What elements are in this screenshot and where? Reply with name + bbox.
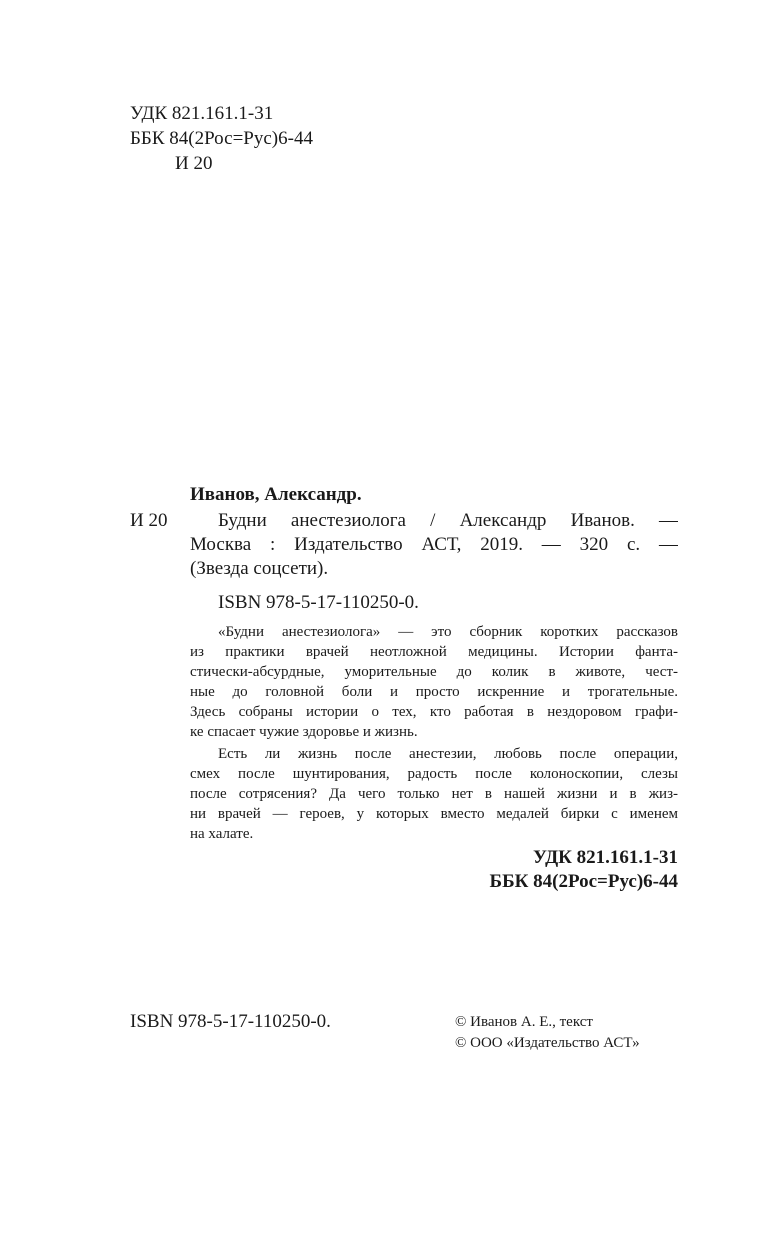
- annotation-line: на халате.: [190, 826, 254, 842]
- copyright-publisher: © ООО «Издательство АСТ»: [455, 1035, 640, 1051]
- annotation-line: ные до головной боли и просто искренние и трогательные.: [190, 684, 678, 700]
- annotation-line: Есть ли жизнь после анестезии, любовь после операции,: [218, 746, 678, 762]
- udk-top: УДК 821.161.1-31: [130, 103, 274, 124]
- copyright-author: © Иванов А. Е., текст: [455, 1014, 593, 1030]
- bbk-top: ББК 84(2Рос=Рус)6-44: [130, 128, 313, 149]
- annotation-line: из практики врачей неотложной медицины. Истории фанта-: [190, 644, 678, 660]
- author-mark-top: И 20: [175, 153, 213, 174]
- annotation-line: ке спасает чужие здоровье и жизнь.: [190, 724, 418, 740]
- isbn-footer: ISBN 978-5-17-110250-0.: [130, 1011, 331, 1032]
- annotation-line: смех после шунтирования, радость после колоноскопии, слезы: [190, 766, 678, 782]
- annotation-line: после сотрясения? Да чего только нет в нашей жизни и в жиз-: [190, 786, 678, 802]
- author-mark: И 20: [130, 510, 168, 531]
- record-line: Будни анестезиолога / Александр Иванов. —: [218, 510, 678, 531]
- annotation-line: «Будни анестезиолога» — это сборник коротких рассказов: [218, 624, 678, 640]
- bbk-classification: ББК 84(2Рос=Рус)6-44: [489, 871, 678, 892]
- annotation-line: стически-абсурдные, уморительные до колик в животе, чест-: [190, 664, 678, 680]
- record-line: Москва : Издательство АСТ, 2019. — 320 с. —: [190, 534, 678, 555]
- record-line: (Звезда соцсети).: [190, 558, 329, 579]
- record-isbn: ISBN 978-5-17-110250-0.: [218, 592, 419, 613]
- annotation-line: Здесь собраны истории о тех, кто работая в нездоровом графи-: [190, 704, 678, 720]
- annotation-line: ни врачей — героев, у которых вместо медалей бирки с именем: [190, 806, 678, 822]
- author-heading: Иванов, Александр.: [190, 484, 362, 505]
- udk-classification: УДК 821.161.1-31: [533, 847, 678, 868]
